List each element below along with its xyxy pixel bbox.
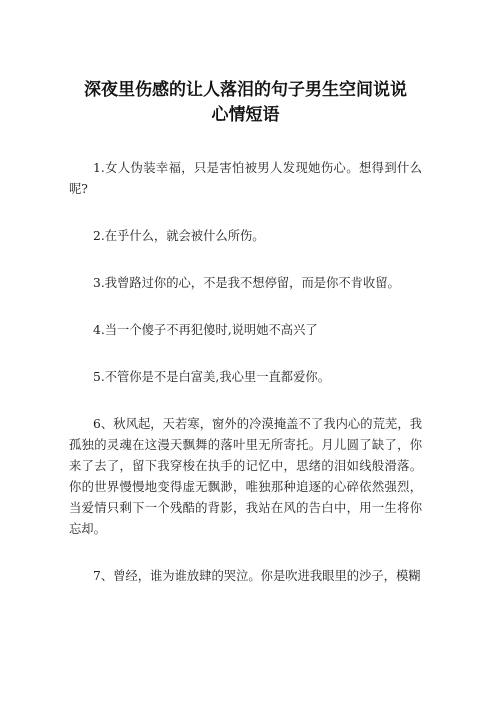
paragraph-7: 7、曾经，谁为谁放肆的哭泣。你是吹进我眼里的沙子，模糊 xyxy=(93,569,421,583)
paragraph-1: 1.女人伪装幸福，只是害怕被男人发现她伤心。想得到什么呢? xyxy=(69,161,422,196)
paragraph-4: 4.当一个傻子不再犯傻时,说明她不高兴了 xyxy=(93,323,318,337)
paragraph-3: 3.我曾路过你的心，不是我不想停留，而是你不肯收留。 xyxy=(93,276,400,290)
document-title xyxy=(69,78,422,128)
title-line-2: 心情短语 xyxy=(211,105,280,125)
title-line-1: 深夜里伤感的让人落泪的句子男生空间说说 xyxy=(84,80,407,100)
paragraph-5: 5.不管你是不是白富美,我心里一直都爱你。 xyxy=(93,370,330,384)
paragraph-6: 6、秋风起，天若寒，窗外的冷漠掩盖不了我内心的荒芜，我孤独的灵魂在这漫天飘舞的落叶里无所寄托。月儿圆了缺了，你来了去了，留下我穿梭在执手的记忆中，思绪的泪如线般滑落。你的世界慢慢地变得虚无飘渺，唯独那种追逐的心碎依然强烈，当爱情只剩下一个残酷的背影，我站在风的告白中，用一生将你忘却。 xyxy=(69,417,422,536)
paragraph-2: 2.在乎什么，就会被什么所伤。 xyxy=(93,229,265,243)
